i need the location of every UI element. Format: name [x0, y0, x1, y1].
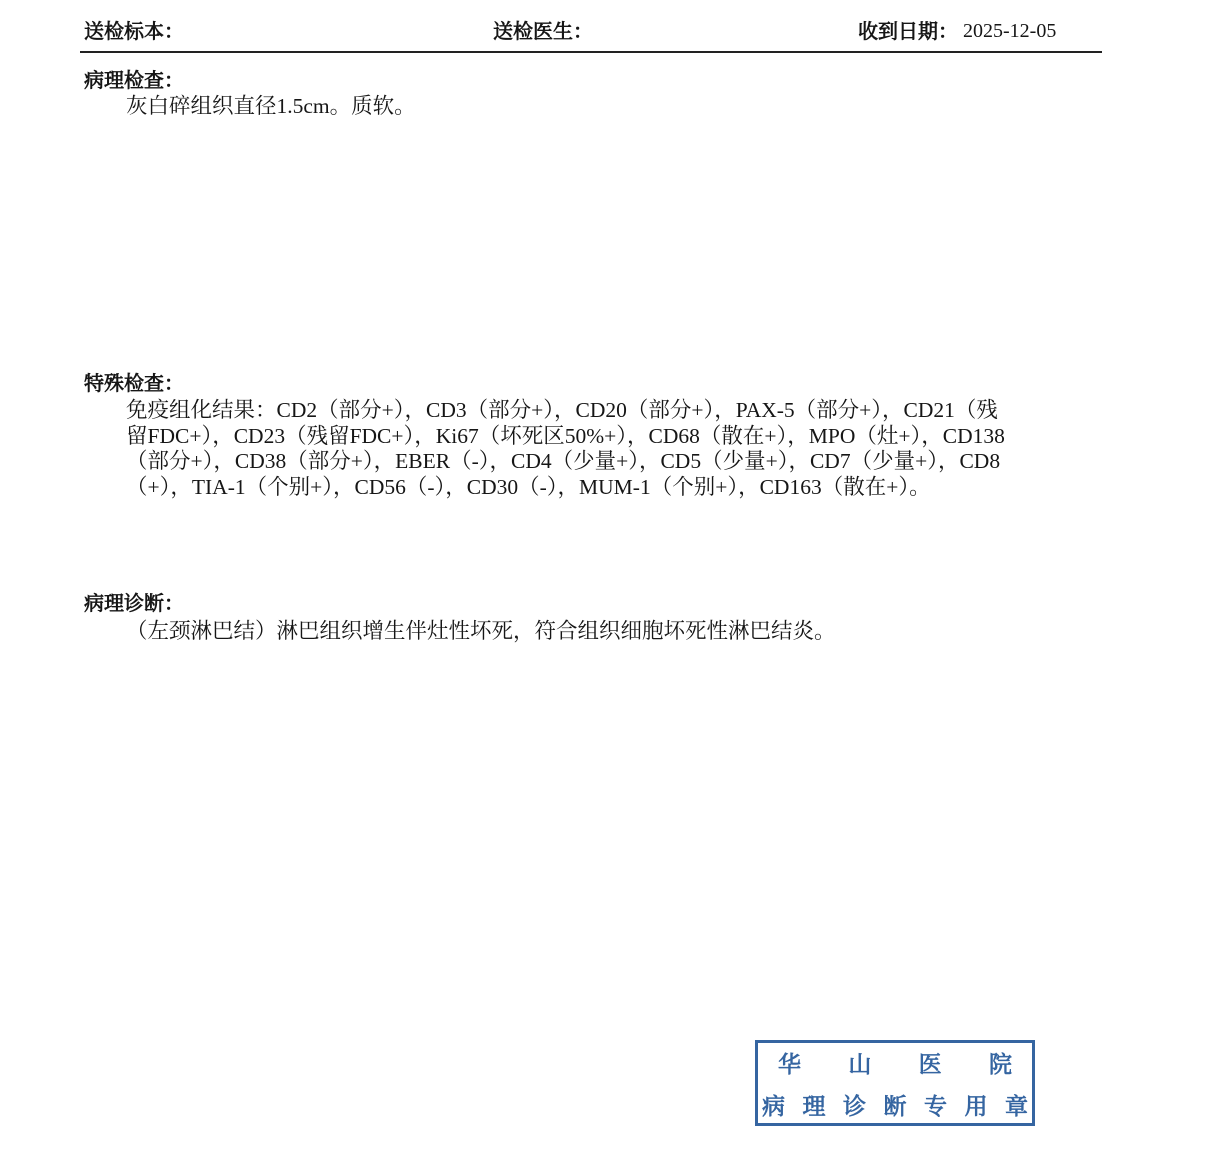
- hospital-seal-stamp: [755, 1040, 1035, 1126]
- diagnosis-title: 病理诊断：: [84, 591, 184, 615]
- stamp-char: 山: [848, 1052, 872, 1078]
- gross-exam-text: [126, 94, 416, 120]
- specimen-label: 送检标本：: [84, 19, 184, 43]
- received-date-value: 2025-12-05: [963, 20, 1057, 42]
- stamp-char: 病: [762, 1094, 785, 1120]
- stamp-char: 章: [1005, 1094, 1028, 1120]
- doctor-label: 送检医生：: [493, 19, 593, 43]
- header-divider: [80, 51, 1102, 53]
- stamp-char: 诊: [843, 1094, 866, 1120]
- special-exam-title: 特殊检查：: [84, 371, 184, 395]
- immunohistochemistry-results: [126, 398, 1005, 500]
- stamp-char: 理: [802, 1094, 826, 1120]
- stamp-char: 医: [918, 1052, 942, 1078]
- stamp-char: 用: [964, 1094, 988, 1120]
- ihc-line: （+），TIA-1（个别+），CD56（-），CD30（-），MUM-1（个别+），CD163（散在+）。: [126, 474, 931, 499]
- stamp-char: 院: [988, 1052, 1012, 1078]
- diagnosis-text: [126, 619, 836, 645]
- ihc-line: （部分+），CD38（部分+），EBER（-），CD4（少量+），CD5（少量+），CD7（少量+），CD8: [126, 449, 1001, 473]
- stamp-char: 断: [883, 1094, 907, 1120]
- gross-exam-line: 灰白碎组织直径1.5cm。质软。: [126, 94, 416, 118]
- gross-exam-title: 病理检查：: [84, 68, 184, 92]
- diagnosis-line: （左颈淋巴结）淋巴组织增生伴灶性坏死，符合组织细胞坏死性淋巴结炎。: [126, 619, 836, 643]
- ihc-line: 免疫组化结果：CD2（部分+），CD3（部分+），CD20（部分+），PAX-5（部分+），CD21（残: [126, 398, 998, 422]
- received-date-label: 收到日期：: [858, 19, 958, 43]
- stamp-char: 华: [778, 1052, 801, 1078]
- stamp-hospital-name: [758, 1050, 1032, 1080]
- stamp-char: 专: [924, 1094, 947, 1120]
- stamp-purpose: [758, 1092, 1032, 1122]
- ihc-line: 留FDC+），CD23（残留FDC+），Ki67（坏死区50%+），CD68（散在+），MPO（灶+），CD138: [126, 423, 1005, 448]
